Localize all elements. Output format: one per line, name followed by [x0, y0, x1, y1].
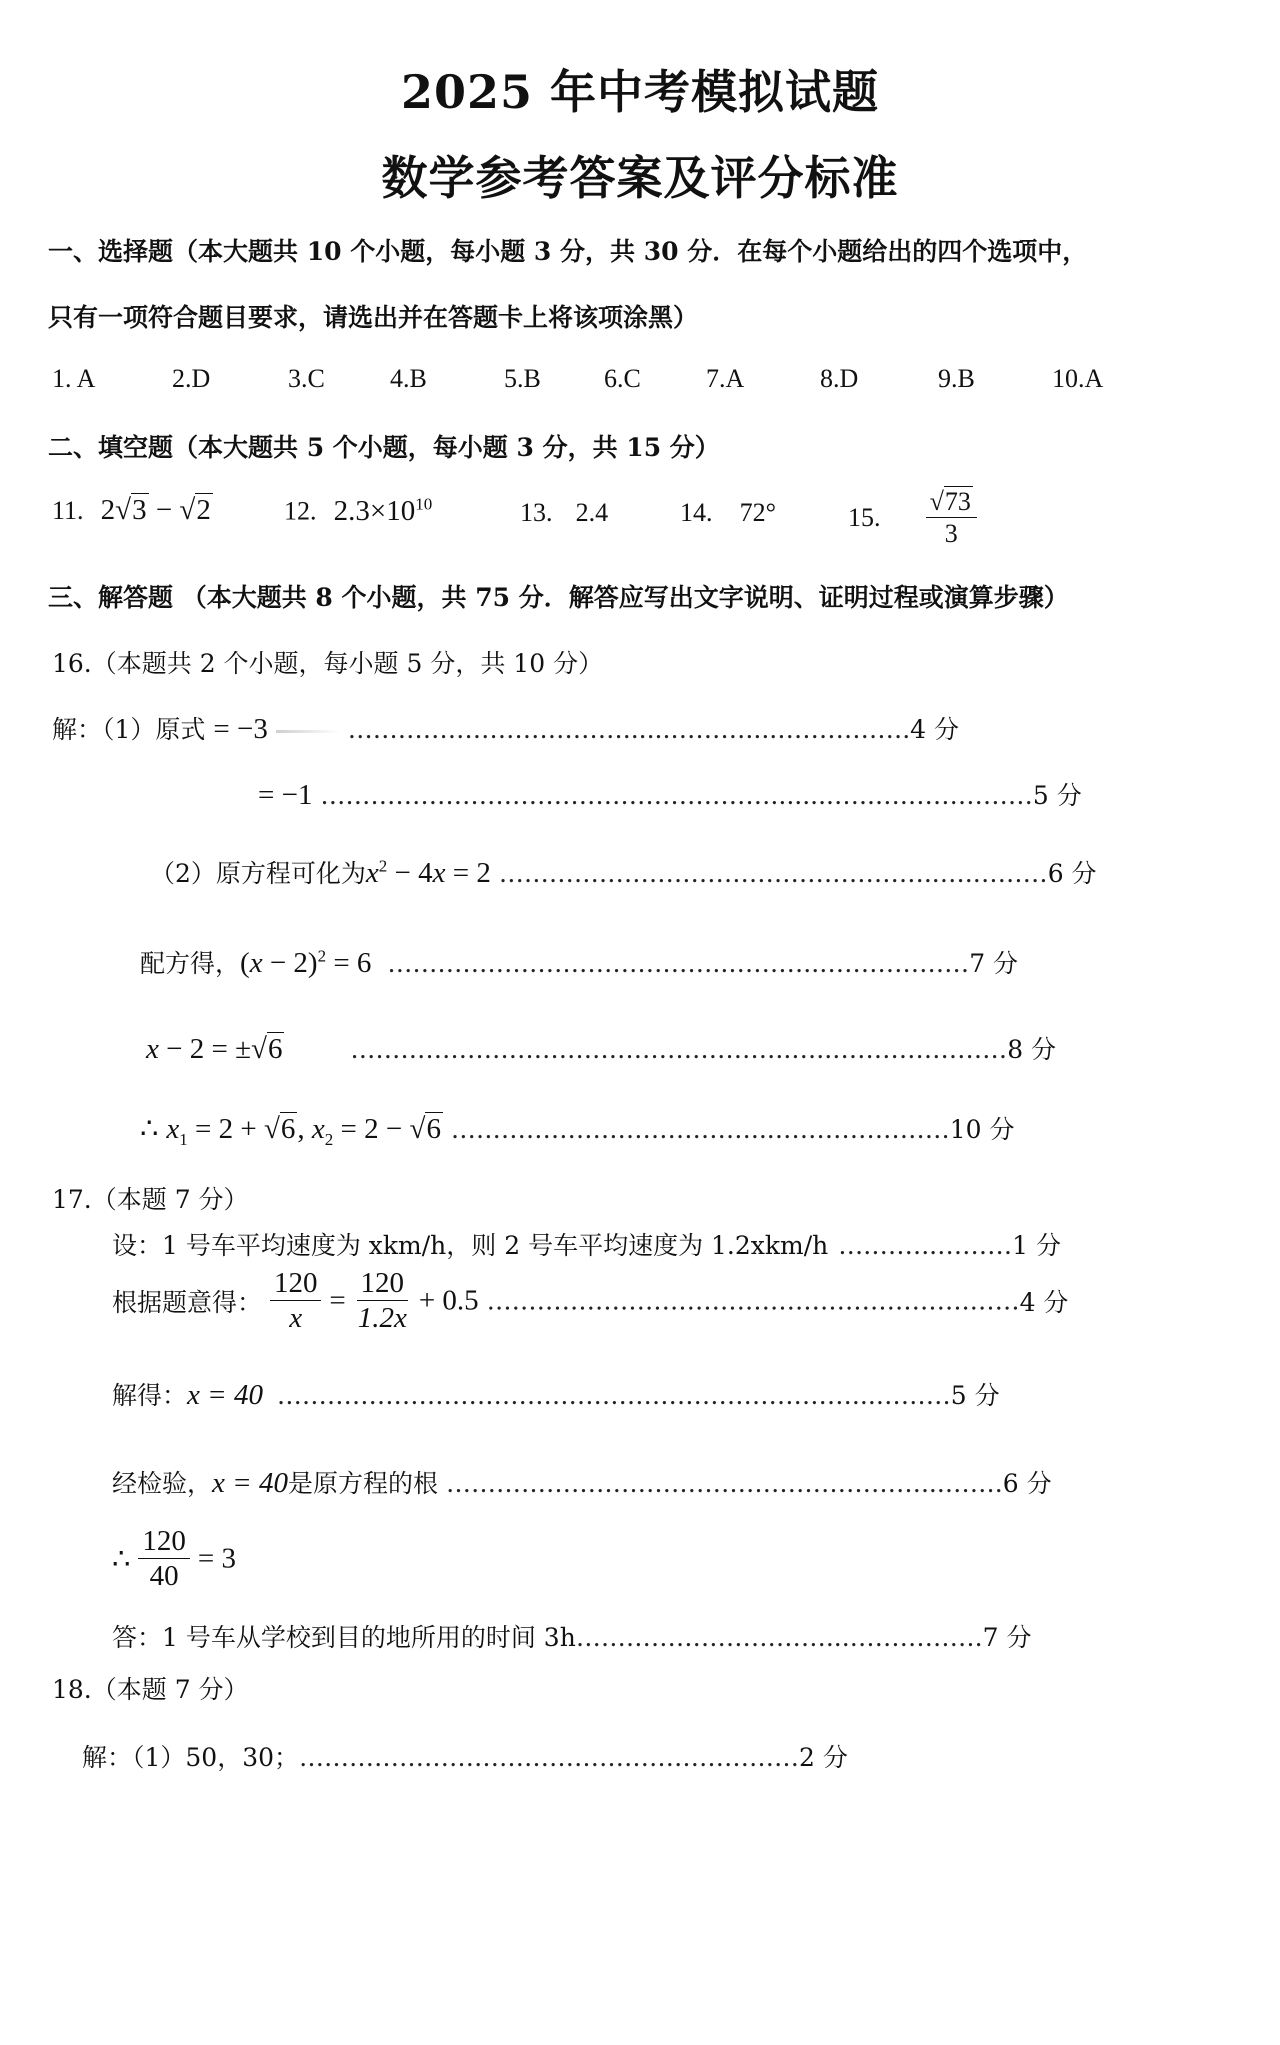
sqrt-icon: √ [929, 487, 944, 516]
fraction: $\frac{120}{1.2x}$ [357, 1267, 407, 1335]
fill-number-13: 13. [520, 498, 553, 527]
q17-step-2: 根据题意得： $\frac{120}{x}$ = $\frac{120}{1.2x}$ + 0.5 ………………………………………………….……4 分 [112, 1267, 1069, 1335]
section-solve-heading: 三、解答题 （本大题共 8 个小题，共 75 分．解答应写出文字说明、证明过程或演算步骤） [48, 583, 1069, 612]
fill-number-12: 12. [284, 496, 317, 526]
fill-number-15: 15. [848, 502, 881, 532]
q18-heading: 18.（本题 7 分） [52, 1675, 249, 1704]
choice-answer-4: 4.B [390, 364, 427, 393]
choice-answer-3: 3.C [288, 364, 325, 393]
choice-answer-8: 8.D [820, 364, 859, 393]
q17-answer: 答：1 号车从学校到目的地所用的时间 3h…………………………...…………….7 分 [112, 1623, 1032, 1652]
choice-answer-2: 2.D [172, 364, 211, 393]
fill-answer-11 [52, 494, 213, 527]
fraction: $\frac{120}{40}$ [138, 1526, 190, 1592]
sqrt-icon: √ [264, 1113, 280, 1145]
choice-answer-1: 1. A [52, 364, 96, 393]
choice-answer-10: 10.A [1052, 364, 1104, 393]
q16-step-1: 解：（1）原式 = −3 ……………………………......………....…………….4 分 [52, 713, 960, 745]
fill-value-13: 2.4 [575, 498, 609, 527]
fill-answer-15 [848, 488, 977, 548]
q17-step-3: 解得：x = 40 ……………………………………………………………...………5 分 [112, 1379, 1000, 1411]
q16-step-3: （2）原方程可化为$x^2 - 4x = 2$ ……………………………………………..….………6 分 [150, 856, 1097, 889]
q16-step-6: ∴ $x_1 = 2 + √6$, $x_2 = 2 - √6$ ………………………………...…………………10 分 [140, 1113, 1015, 1149]
q16-step-5: x − 2 = ±√6 ……………………………………………..…..…………………8 分 [146, 1033, 1057, 1065]
fill-value-15: $\frac{√73}{3}$ [926, 488, 977, 548]
page-subtitle: 数学参考答案及评分标准 [381, 151, 899, 205]
fill-answer-12 [284, 494, 432, 528]
blurred-expression [276, 730, 340, 733]
sqrt-icon: √ [409, 1113, 426, 1145]
fill-answer-13 [520, 498, 608, 528]
q16-step-2: = −1 ………………………………………………........…..….……………5 分 [258, 779, 1082, 811]
sqrt-icon: √ [179, 494, 196, 526]
fill-number-14: 14. [680, 498, 713, 527]
q17-step-5: ∴ $\frac{120}{40}$ = 3 [112, 1525, 236, 1593]
therefore-icon: ∴ [140, 1113, 159, 1145]
q17-heading: 17.（本题 7 分） [52, 1185, 249, 1214]
fill-value-14: 72° [739, 498, 776, 527]
choice-answer-9: 9.B [938, 364, 975, 393]
choice-answer-5: 5.B [504, 364, 541, 393]
fill-value-11: 2√3 − √2 [100, 494, 211, 526]
choice-answer-7: 7.A [706, 364, 745, 393]
fill-number-11: 11. [52, 496, 84, 525]
section-choice-heading-line2: 只有一项符合题目要求，请选出并在答题卡上将该项涂黑） [48, 303, 699, 332]
q16-step-4: 配方得，$(x - 2)^2 = 6$ …………………………………..………..………………7 分 [140, 946, 1019, 979]
q18-step-1: 解：（1）50，30；……………………………………………………2 分 [82, 1743, 848, 1772]
fraction: $\frac{120}{x}$ [270, 1268, 322, 1334]
q17-step-4: 经检验，x = 40是原方程的根 …………………………………………………...…….6 分 [112, 1467, 1052, 1499]
sqrt-icon: √ [251, 1033, 267, 1065]
fill-value-12: $2.3\times 10^{10}$ [333, 494, 433, 527]
page-title: 2025 年中考模拟试题 [400, 65, 880, 119]
choice-answer-6: 6.C [604, 364, 641, 393]
therefore-icon: ∴ [112, 1543, 131, 1576]
q16-heading: 16.（本题共 2 个小题，每小题 5 分，共 10 分） [52, 649, 604, 678]
q17-step-1: 设：1 号车平均速度为 xkm/h，则 2 号车平均速度为 1.2xkm/h ….……..………1 分 [112, 1231, 1061, 1260]
sqrt-icon: √ [115, 494, 132, 526]
section-fill-heading: 二、填空题（本大题共 5 个小题，每小题 3 分，共 15 分） [48, 433, 720, 462]
fill-answer-14 [680, 498, 776, 528]
section-choice-heading-line1: 一、选择题（本大题共 10 个小题，每小题 3 分，共 30 分．在每个小题给出的四个选项中， [48, 237, 1088, 266]
